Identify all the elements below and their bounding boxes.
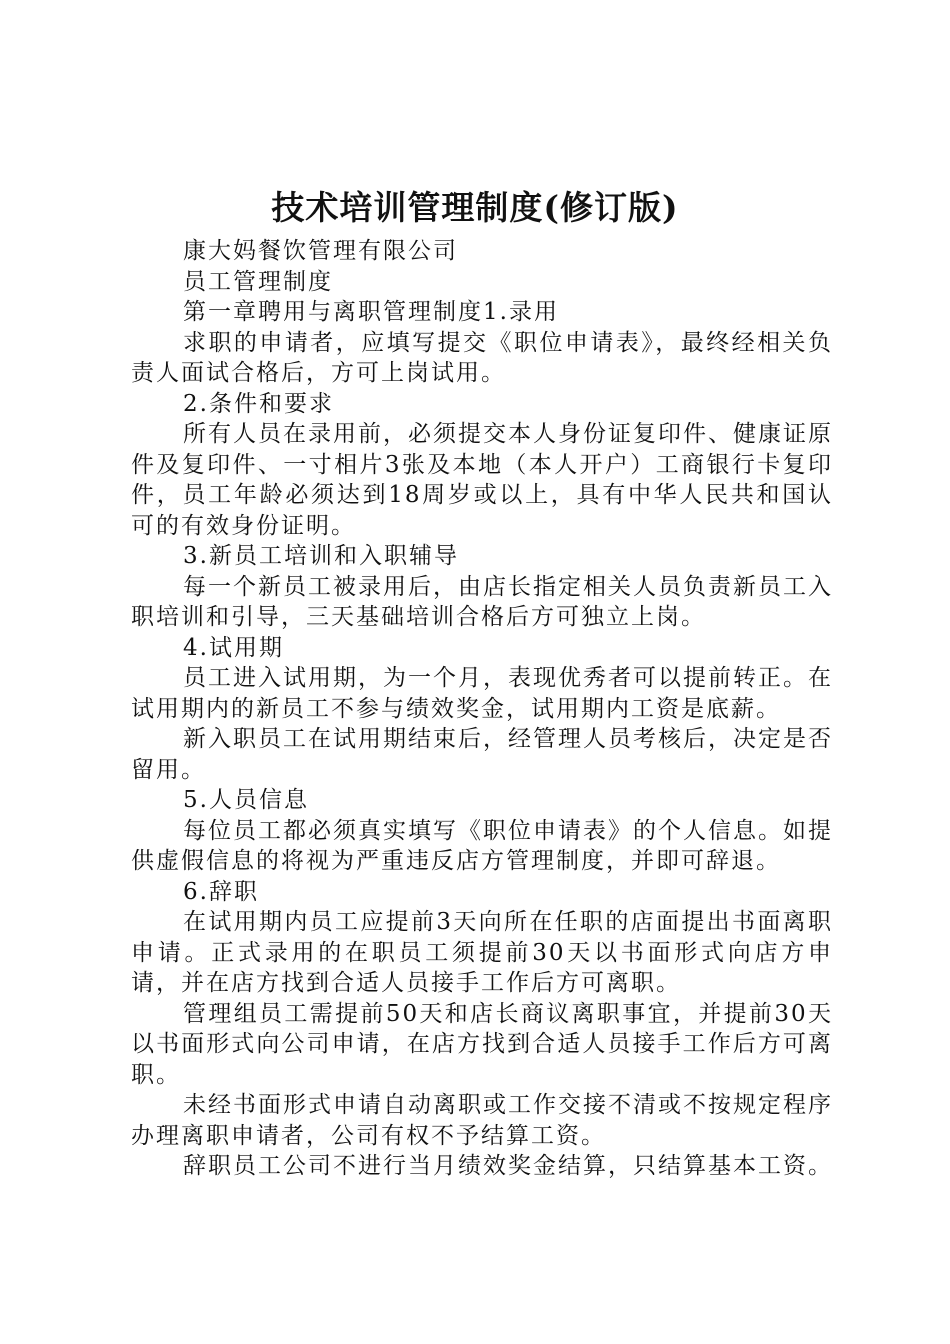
- paragraph: 所有人员在录用前，必须提交本人身份证复印件、健康证原件及复印件、一寸相片3张及本地（本人开户）工商银行卡复印件，员工年龄必须达到18周岁或以上，具有中华人民共和国认可的有效身份证明。: [131, 421, 833, 539]
- paragraph: 新入职员工在试用期结束后，经管理人员考核后，决定是否留用。: [131, 726, 833, 783]
- subheading: 2.条件和要求: [183, 390, 334, 417]
- paragraph: 每位员工都必须真实填写《职位申请表》的个人信息。如提供虚假信息的将视为严重违反店方管理制度，并即可辞退。: [131, 817, 833, 874]
- paragraph: 辞职员工公司不进行当月绩效奖金结算，只结算基本工资。: [183, 1153, 833, 1179]
- chapter-heading: 第一章聘用与离职管理制度1.录用: [183, 299, 559, 325]
- subheading: 4.试用期: [183, 634, 284, 661]
- subheading: 5.人员信息: [183, 787, 309, 813]
- paragraph: 员工进入试用期，为一个月，表现优秀者可以提前转正。在试用期内的新员工不参与绩效奖金，试用期内工资是底薪。: [131, 665, 833, 722]
- paragraph: 未经书面形式申请自动离职或工作交接不清或不按规定程序办理离职申请者，公司有权不予结算工资。: [131, 1092, 833, 1149]
- paragraph: 在试用期内员工应提前3天向所在任职的店面提出书面离职申请。正式录用的在职员工须提前30天以书面形式向店方申请，并在店方找到合适人员接手工作后方可离职。: [131, 909, 833, 996]
- paragraph: 求职的申请者，应填写提交《职位申请表》，最终经相关负责人面试合格后，方可上岗试用。: [131, 329, 833, 386]
- subheading: 3.新员工培训和入职辅导: [183, 543, 459, 569]
- document-body: [131, 236, 833, 1182]
- paragraph: 每一个新员工被录用后，由店长指定相关人员负责新员工入职培训和引导，三天基础培训合格后方可独立上岗。: [131, 573, 833, 630]
- company-name: 康大妈餐饮管理有限公司: [183, 238, 458, 264]
- document-title: 技术培训管理制度(修订版): [271, 188, 679, 227]
- section-heading: 员工管理制度: [183, 268, 333, 295]
- subheading: 6.辞职: [183, 878, 259, 905]
- paragraph: 管理组员工需提前50天和店长商议离职事宜，并提前30天以书面形式向公司申请，在店方找到合适人员接手工作后方可离职。: [131, 1000, 833, 1088]
